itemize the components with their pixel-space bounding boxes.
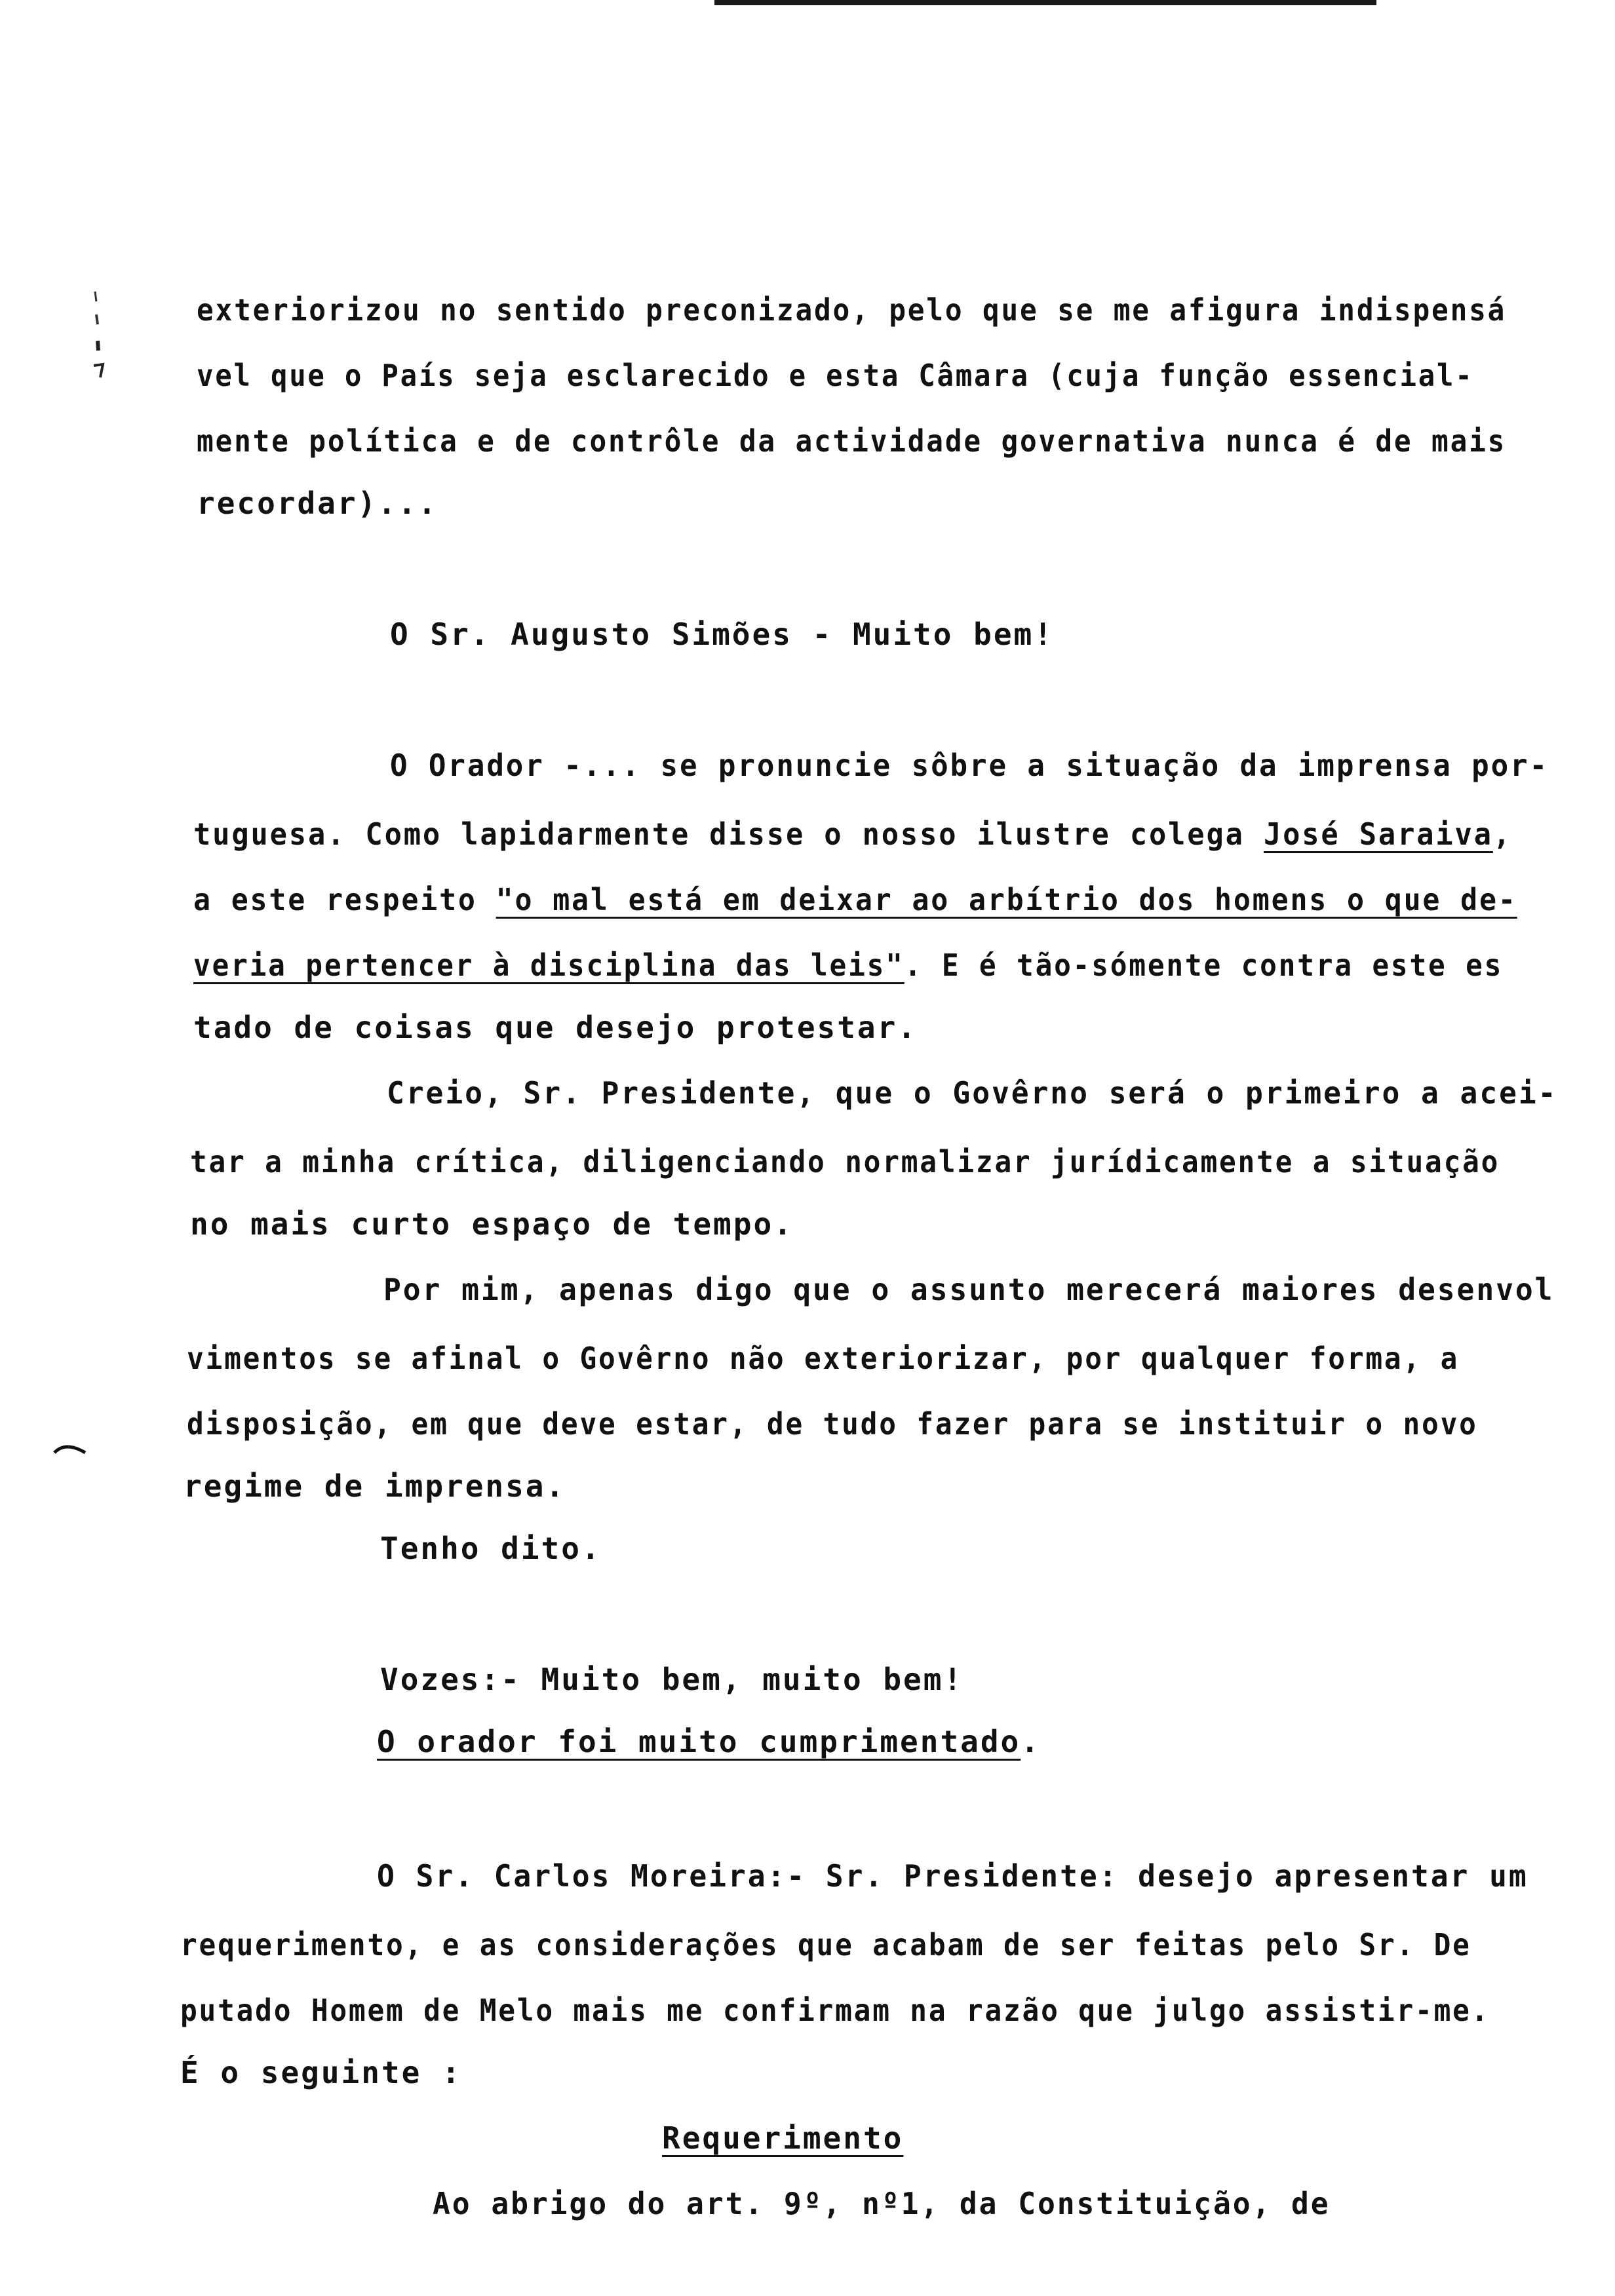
p2-line-2 bbox=[193, 816, 1513, 852]
p5-line-3: putado Homem de Melo mais me confirmam na razão que julgo assistir-me. bbox=[180, 1993, 1490, 2028]
p1-line-4: recordar)... bbox=[197, 486, 438, 521]
interjection-augusto-simoes: O Sr. Augusto Simões - Muito bem! bbox=[390, 617, 1054, 652]
applause-vozes: Vozes:- Muito bem, muito bem! bbox=[380, 1662, 964, 1697]
p1-line-2: vel que o País seja esclarecido e esta Câmara (cuja função essencial- bbox=[197, 358, 1474, 393]
p4-line-3: disposição, em que deve estar, de tudo fazer para se instituir o novo bbox=[187, 1406, 1478, 1442]
applause-note bbox=[377, 1724, 1041, 1759]
applause-note-text: O orador foi muito cumprimentado bbox=[377, 1724, 1021, 1759]
p1-line-1: exteriorizou no sentido preconizado, pelo que se me afigura indispensá bbox=[197, 292, 1507, 328]
p2-quote-start: "o mal está em deixar ao arbítrio dos homens o que de- bbox=[496, 882, 1517, 917]
p2-line-2-c: , bbox=[1492, 816, 1513, 852]
p5-line-1: O Sr. Carlos Moreira:- Sr. Presidente: desejo apresentar um bbox=[377, 1858, 1528, 1894]
p5-line-2: requerimento, e as considerações que acabam de ser feitas pelo Sr. De bbox=[180, 1927, 1471, 1962]
p2-line-2-a: tuguesa. Como lapidarmente disse o nosso ilustre colega bbox=[193, 816, 1264, 852]
applause-note-end: . bbox=[1021, 1724, 1041, 1759]
p3-line-2: tar a minha crítica, diligenciando normalizar jurídicamente a situação bbox=[190, 1144, 1500, 1179]
margin-annotation-mark bbox=[88, 288, 115, 380]
closing-tenho-dito: Tenho dito. bbox=[380, 1531, 602, 1566]
p3-line-3: no mais curto espaço de tempo. bbox=[190, 1206, 794, 1242]
requerimento-heading: Requerimento bbox=[662, 2120, 904, 2156]
margin-dash-mark bbox=[52, 1438, 88, 1458]
p4-line-4: regime de imprensa. bbox=[184, 1468, 566, 1504]
p2-line-4 bbox=[193, 947, 1504, 983]
p4-line-2: vimentos se afinal o Govêrno não exteriorizar, por qualquer forma, a bbox=[187, 1341, 1460, 1376]
p4-line-1: Por mim, apenas digo que o assunto merecerá maiores desenvol bbox=[383, 1272, 1555, 1307]
p2-line-5: tado de coisas que desejo protestar. bbox=[193, 1010, 918, 1045]
p2-line-1: O Orador -... se pronuncie sôbre a situação da imprensa por- bbox=[390, 748, 1549, 783]
p3-line-1: Creio, Sr. Presidente, que o Govêrno será o primeiro a acei- bbox=[387, 1075, 1558, 1111]
p1-line-3: mente política e de contrôle da actividade governativa nunca é de mais bbox=[197, 423, 1507, 459]
top-rule bbox=[714, 0, 1376, 5]
p5-line-4: É o seguinte : bbox=[180, 2055, 462, 2090]
p2-line-3-a: a este respeito bbox=[193, 882, 496, 917]
p2-line-3 bbox=[193, 882, 1517, 917]
p2-quote-end: veria pertencer à disciplina das leis" bbox=[193, 947, 905, 983]
requerimento-line-1: Ao abrigo do art. 9º, nº1, da Constituição, de bbox=[433, 2186, 1331, 2221]
p2-line-4-b: . E é tão-sómente contra este es bbox=[904, 947, 1504, 983]
p2-name-jose-saraiva: José Saraiva bbox=[1263, 816, 1493, 852]
